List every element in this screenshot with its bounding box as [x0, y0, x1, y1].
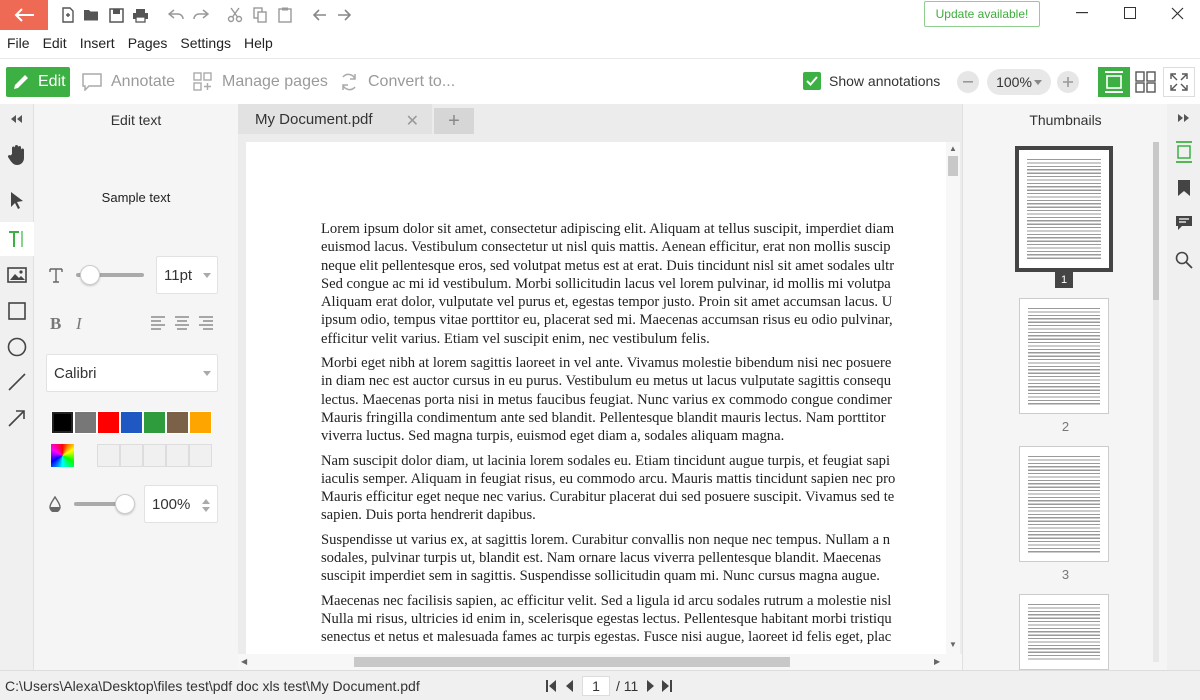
text-line[interactable]: sodales, pulvinar turpis ut, blandit est. Nam ornare lacus viverra pellentesque blandit. Maecenas — [321, 550, 882, 567]
opacity-value: 100% — [152, 495, 191, 513]
first-page-icon[interactable] — [546, 680, 556, 692]
double-chevron-left-icon — [11, 115, 23, 123]
check-icon — [806, 76, 818, 86]
document-tab-title: My Document.pdf — [255, 110, 373, 128]
show-annotations-label: Show annotations — [829, 73, 941, 89]
new-tab-button[interactable]: + — [434, 108, 474, 134]
page-thumbnail-1[interactable] — [1015, 146, 1113, 272]
color-swatch-black[interactable] — [51, 411, 74, 434]
multi-page-icon — [1135, 71, 1157, 93]
previous-page-icon[interactable] — [564, 680, 574, 692]
show-annotations-checkbox[interactable] — [803, 72, 821, 90]
hand-icon — [7, 144, 27, 166]
status-bar — [0, 670, 1200, 700]
convert-to-button[interactable] — [339, 67, 455, 97]
page-text[interactable] — [321, 220, 946, 653]
close-tab-icon[interactable]: ✕ — [405, 113, 419, 130]
paragraph[interactable] — [321, 592, 946, 647]
text-tool[interactable] — [0, 222, 34, 256]
scroll-right-icon[interactable]: ▶ — [934, 657, 941, 666]
color-swatch-red[interactable] — [97, 411, 120, 434]
align-left-icon[interactable] — [150, 316, 166, 330]
align-right-icon[interactable] — [198, 316, 214, 330]
text-line[interactable]: suscipit imperdiet sem in sagittis. Suspendisse sollicitudin quam mi. Nunc cursus magna augue. — [321, 568, 880, 585]
main-toolbar — [0, 58, 1200, 104]
pages-grid-icon — [193, 72, 213, 92]
ellipse-tool[interactable] — [0, 331, 34, 363]
edit-mode-button[interactable] — [6, 67, 70, 97]
convert-to-label: Convert to... — [368, 73, 456, 90]
pencil-icon — [12, 73, 30, 91]
next-page-icon[interactable] — [646, 680, 656, 692]
multi-page-view-button[interactable] — [1130, 67, 1162, 97]
back-arrow-icon[interactable] — [310, 5, 330, 25]
convert-icon — [339, 72, 359, 92]
opacity-spinner[interactable] — [144, 485, 218, 523]
rectangle-tool[interactable] — [0, 295, 34, 327]
image-tool[interactable] — [0, 259, 34, 291]
text-line[interactable]: Maecenas nec facilisis sapien, ac efficitur velit. Sed a ligula id arcu sodales rutrum a molestie nisl — [321, 592, 892, 609]
thumbnail-text-lines — [1028, 455, 1100, 553]
text-line[interactable]: Nulla mi risus, ultricies id enim in, scelerisque egestas lectus. Pellentesque habitant morbi tristiqu — [321, 610, 892, 627]
bookmark-icon — [1177, 179, 1191, 197]
menu-file[interactable]: File — [7, 35, 30, 51]
bold-button[interactable]: B — [50, 314, 62, 333]
font-size-icon — [48, 267, 64, 283]
manage-pages-label: Manage pages — [222, 73, 328, 90]
text-line[interactable]: Nam suscipit dolor diam, ut lacinia lorem sodales eu. Etiam tincidunt augue turpis, et feugiat sapi — [321, 452, 891, 469]
text-line[interactable]: Mauris efficitur eget neque nec varius. Curabitur placerat dui sed posuere suscipit. Vivamus sed te — [321, 489, 895, 506]
thumbnails-scrollbar[interactable] — [1153, 142, 1159, 662]
copy-icon[interactable] — [251, 5, 269, 25]
page-navigation — [546, 676, 672, 696]
chevron-down-icon — [1034, 80, 1042, 85]
zoom-in-button[interactable] — [1057, 71, 1079, 93]
title-bar — [0, 0, 1200, 30]
color-swatch-green[interactable] — [143, 411, 166, 434]
total-pages: / 11 — [616, 678, 639, 694]
horizontal-scrollbar[interactable] — [238, 654, 962, 670]
menu-help[interactable]: Help — [244, 35, 273, 51]
maximize-button[interactable] — [1107, 0, 1153, 26]
color-picker-button[interactable] — [51, 444, 74, 467]
search-tab[interactable] — [1167, 244, 1200, 276]
scroll-up-icon[interactable]: ▲ — [949, 144, 957, 153]
search-icon — [1175, 251, 1193, 269]
zoom-select[interactable] — [987, 69, 1051, 95]
annotate-label: Annotate — [111, 73, 176, 90]
text-line[interactable]: in diam nec est auctor cursus in eu purus. Vestibulum eu metus ut lacus vulputate sagittis consequ — [321, 373, 891, 390]
cut-icon[interactable] — [226, 5, 244, 25]
color-swatch-orange[interactable] — [189, 411, 212, 434]
font-size-slider-handle[interactable] — [80, 265, 100, 285]
horizontal-scroll-thumb[interactable] — [354, 657, 790, 667]
text-line[interactable]: senectus et netus et malesuada fames ac turpis egestas. Fusce nisi augue, laoreet id felis eget, plac — [321, 629, 892, 646]
comments-tab[interactable] — [1167, 207, 1200, 239]
thumbnails-tab[interactable] — [1167, 136, 1200, 168]
document-area — [238, 104, 962, 670]
text-line[interactable]: Mauris fringilla condimentum ante sed blandit. Pellentesque blandit mauris lectus. Nam porttitor — [321, 409, 886, 426]
file-path: C:\Users\Alexa\Desktop\files test\pdf doc xls test\My Document.pdf — [5, 678, 420, 694]
custom-color-slot[interactable] — [189, 444, 212, 467]
paragraph[interactable] — [321, 354, 946, 445]
double-chevron-right-icon — [1178, 114, 1190, 122]
select-tool[interactable] — [0, 184, 34, 216]
thumbnail-text-lines — [1028, 307, 1100, 405]
text-line[interactable]: Suspendisse ut varius ex, at sagittis lorem. Curabitur convallis non neque nec tempus. Nullam a n — [321, 531, 891, 548]
close-button[interactable] — [1154, 0, 1200, 26]
forward-arrow-icon[interactable] — [334, 5, 354, 25]
menu-insert[interactable]: Insert — [79, 35, 115, 51]
font-family-value: Calibri — [54, 364, 97, 382]
collapse-panel-button[interactable] — [0, 104, 34, 134]
opacity-slider-handle[interactable] — [115, 494, 135, 514]
text-line[interactable]: neque elit pellentesque eros, sed volutpat metus est at erat. Duis tincidunt nisl sit amet sodales ultr — [321, 257, 895, 274]
page-thumbnail-3[interactable] — [1019, 446, 1109, 562]
custom-color-slot[interactable] — [120, 444, 143, 467]
rectangle-icon — [8, 302, 26, 320]
undo-icon[interactable] — [166, 5, 186, 25]
page-view-icon — [1175, 141, 1193, 163]
page-number-2: 2 — [1061, 419, 1070, 434]
vertical-scroll-thumb[interactable] — [948, 156, 958, 176]
italic-button[interactable]: I — [76, 314, 82, 333]
menu-bar — [0, 31, 286, 55]
spinner-arrows-icon — [202, 499, 210, 512]
page-number-3: 3 — [1061, 567, 1070, 582]
paragraph[interactable] — [321, 220, 946, 348]
last-page-icon[interactable] — [662, 680, 672, 692]
arrow-left-icon — [13, 7, 35, 23]
text-line[interactable]: Lorem ipsum dolor sit amet, consectetur adipiscing elit. Aliquam at tellus suscipit, imperdiet diam — [321, 221, 895, 237]
cursor-arrow-icon — [10, 191, 24, 209]
edit-text-panel — [34, 104, 238, 670]
custom-color-slot[interactable] — [143, 444, 166, 467]
text-line[interactable]: efficitur velit varius. Etiam vel suscipit enim, nec vestibulum felis. — [321, 330, 710, 347]
color-swatch-gray[interactable] — [74, 411, 97, 434]
text-line[interactable]: lectus. Maecenas porta nisi in metus faucibus feugiat. Nunc varius ex commodo congue condimer — [321, 391, 893, 408]
fullscreen-button[interactable] — [1163, 67, 1195, 97]
comment-icon — [1175, 215, 1193, 231]
hand-tool[interactable] — [0, 139, 34, 171]
expand-panel-button[interactable] — [1167, 104, 1200, 132]
single-page-view-button[interactable] — [1098, 67, 1130, 97]
color-swatch-brown[interactable] — [166, 411, 189, 434]
page-thumbnail-4[interactable] — [1019, 594, 1109, 670]
print-icon[interactable] — [130, 5, 150, 25]
minimize-button[interactable] — [1059, 0, 1105, 26]
opacity-drop-icon — [48, 496, 62, 512]
zoom-out-button[interactable] — [957, 71, 979, 93]
text-line[interactable]: euismod lacus. Vestibulum consectetur ut nisl quis mattis. Aenean efficitur, erat non mollis suscip — [321, 239, 891, 256]
text-line[interactable]: iaculis semper. Aliquam in feugiat risus, eu commodo arcu. Mauris mattis tincidunt sapien nec pro — [321, 470, 896, 487]
page-thumbnail-2[interactable] — [1019, 298, 1109, 414]
line-tool[interactable] — [0, 366, 34, 398]
chevron-down-icon — [203, 273, 211, 278]
document-tab[interactable] — [238, 104, 432, 134]
chevron-down-icon — [203, 371, 211, 376]
menu-pages[interactable]: Pages — [127, 35, 168, 51]
manage-pages-button[interactable] — [193, 67, 328, 97]
custom-color-slot[interactable] — [166, 444, 189, 467]
page-number-1: 1 — [1055, 272, 1073, 288]
thumbnails-title: Thumbnails — [1029, 112, 1102, 128]
fullscreen-icon — [1170, 73, 1188, 91]
paste-icon[interactable] — [276, 5, 294, 25]
save-icon[interactable] — [107, 5, 125, 25]
show-annotations-toggle[interactable] — [803, 70, 940, 92]
zoom-value: 100% — [996, 74, 1032, 90]
single-page-icon — [1104, 71, 1124, 93]
align-center-icon[interactable] — [174, 316, 190, 330]
bookmarks-tab[interactable] — [1167, 172, 1200, 204]
menu-edit[interactable]: Edit — [42, 35, 67, 51]
circle-icon — [7, 337, 27, 357]
font-size-value: 11pt — [164, 266, 193, 284]
comment-icon — [82, 73, 102, 91]
paragraph[interactable] — [321, 452, 946, 525]
scroll-down-icon[interactable]: ▼ — [949, 640, 957, 649]
text-cursor-icon — [8, 230, 26, 248]
menu-settings[interactable]: Settings — [180, 35, 231, 51]
text-line[interactable]: Morbi eget nibh at lorem sagittis laoreet in vel ante. Vivamus molestie bibendum nisi nec posuere — [321, 355, 892, 372]
open-folder-icon[interactable] — [82, 5, 100, 25]
redo-icon[interactable] — [190, 5, 210, 25]
font-family-select[interactable] — [46, 354, 218, 392]
paragraph[interactable] — [321, 531, 946, 586]
color-swatch-blue[interactable] — [120, 411, 143, 434]
vertical-scrollbar[interactable] — [946, 142, 960, 654]
text-line[interactable]: sapien. Duis porta hendrerit dapibus. — [321, 507, 536, 524]
line-icon — [8, 373, 26, 391]
edit-mode-label: Edit — [38, 73, 66, 90]
new-file-icon[interactable] — [60, 5, 76, 25]
font-size-select[interactable] — [156, 256, 218, 294]
tool-strip — [0, 104, 34, 670]
back-button[interactable] — [0, 0, 48, 30]
annotate-button[interactable] — [82, 67, 175, 97]
text-line[interactable]: ipsum odio, tempus vitae porttitor eu, placerat sed mi. Maecenas accumsan risus eu odio pulvinar, — [321, 312, 893, 329]
panel-title: Edit text — [110, 112, 162, 128]
sample-text-preview: Sample text — [101, 190, 171, 205]
thumbnail-text-lines — [1028, 603, 1100, 661]
text-line[interactable]: Aliquam erat dolor, vulputate vel purus et, egestas tempor justo. Proin sit amet accumsan lacus. U — [321, 294, 893, 311]
thumbnail-text-lines — [1027, 158, 1101, 260]
thumbnails-scroll-thumb[interactable] — [1153, 142, 1159, 300]
text-line[interactable]: viverra luctus. Sed magna turpis, euismod eget diam a, sodales aliquam magna. — [321, 428, 785, 445]
arrow-diagonal-icon — [8, 409, 26, 427]
arrow-tool[interactable] — [0, 402, 34, 434]
scroll-left-icon[interactable]: ◀ — [241, 657, 248, 666]
image-icon — [7, 267, 27, 283]
pdf-page[interactable] — [246, 142, 946, 654]
update-available-button[interactable]: Update available! — [924, 1, 1040, 27]
thumbnails-panel — [962, 104, 1167, 670]
current-page-input[interactable]: 1 — [582, 676, 610, 696]
custom-color-slot[interactable] — [97, 444, 120, 467]
text-line[interactable]: Sed congue ac mi id vestibulum. Morbi sollicitudin lacus vel lorem pulvinar, id mollis mi volutpa — [321, 275, 891, 292]
right-tool-strip — [1167, 104, 1200, 670]
